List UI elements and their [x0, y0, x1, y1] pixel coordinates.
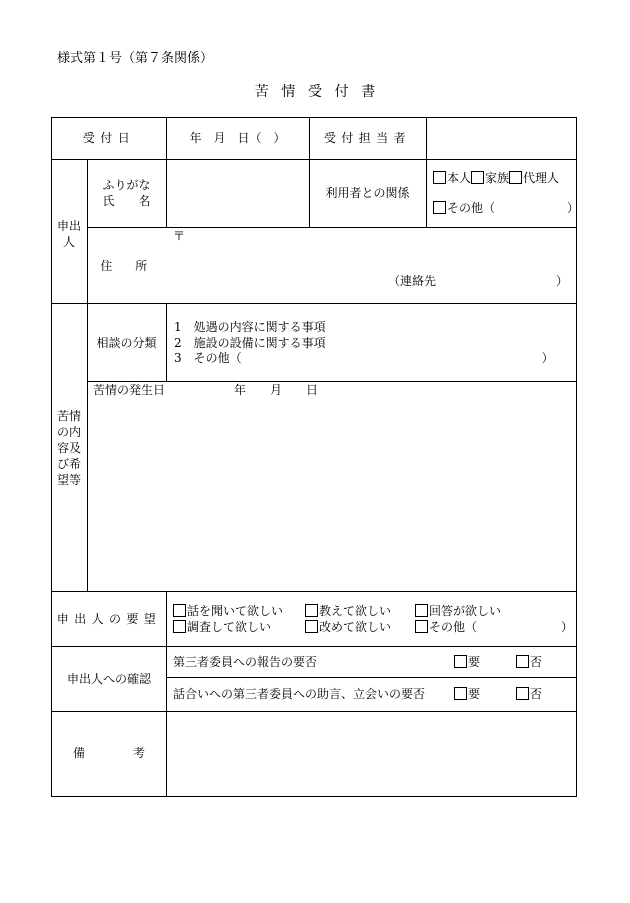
relation-agent-option[interactable]: 代理人 [509, 171, 559, 185]
row-divider [51, 159, 577, 160]
checkbox[interactable] [471, 171, 484, 184]
requests-label: 申出人の要望 [56, 612, 162, 626]
row-divider [51, 303, 577, 304]
checkbox[interactable] [173, 604, 186, 617]
reception-staff-label: 受付担当者 [323, 131, 411, 145]
checkbox[interactable] [305, 620, 318, 633]
table-border-bottom [51, 796, 577, 797]
checkbox[interactable] [454, 687, 467, 700]
row-divider [166, 677, 577, 678]
category-option-1[interactable]: 1 処遇の内容に関する事項 [174, 320, 326, 334]
occurrence-date-label: 苦情の発生日 [93, 383, 166, 397]
reception-staff-field[interactable] [427, 118, 576, 159]
request-listen-option[interactable]: 話を聞いて欲しい [173, 604, 283, 618]
checkbox[interactable] [415, 604, 428, 617]
reception-date-label: 受付日 [82, 131, 136, 145]
request-answer-option[interactable]: 回答が欲しい [415, 604, 501, 618]
confirmation-question-2: 話合いへの第三者委員への助言、立会いの要否 [173, 687, 426, 701]
checkbox[interactable] [454, 655, 467, 668]
checkbox[interactable] [433, 201, 446, 214]
request-improve-option[interactable]: 改めて欲しい [305, 620, 391, 634]
checkbox[interactable] [516, 655, 529, 668]
address-field[interactable] [167, 228, 576, 303]
checkbox[interactable] [433, 171, 446, 184]
furigana-label: ふりがな [102, 178, 151, 192]
confirmation-2-yes[interactable]: 要 [454, 687, 480, 701]
request-investigate-option[interactable]: 調査して欲しい [173, 620, 271, 634]
remarks-label: 備 考 [72, 746, 145, 760]
confirmation-label: 申出人への確認 [66, 672, 151, 686]
occurrence-date-field[interactable]: 年 月 日 [234, 383, 319, 397]
col-divider [166, 303, 167, 381]
document-title: 苦情受付書 [254, 84, 388, 100]
checkbox[interactable] [305, 604, 318, 617]
row-divider [51, 646, 577, 647]
checkbox[interactable] [415, 620, 428, 633]
name-label: 氏 名 [102, 194, 151, 208]
contact-label: （連絡先 ） [388, 274, 569, 288]
reception-date-field[interactable]: 年 月 日（ ） [189, 131, 286, 145]
confirmation-2-no[interactable]: 否 [516, 687, 542, 701]
table-border-left [51, 117, 52, 797]
category-label: 相談の分類 [96, 336, 157, 350]
confirmation-1-yes[interactable]: 要 [454, 655, 480, 669]
checkbox[interactable] [516, 687, 529, 700]
relation-self-option[interactable]: 本人 [433, 171, 471, 185]
name-field[interactable] [167, 160, 309, 227]
category-option-2[interactable]: 2 施設の設備に関する事項 [174, 336, 326, 350]
confirmation-1-no[interactable]: 否 [516, 655, 542, 669]
table-border-right [576, 117, 577, 797]
confirmation-question-1: 第三者委員への報告の要否 [173, 655, 318, 669]
row-divider [51, 591, 577, 592]
address-label: 住 所 [100, 259, 153, 273]
request-teach-option[interactable]: 教えて欲しい [305, 604, 391, 618]
checkbox[interactable] [509, 171, 522, 184]
row-divider [87, 381, 577, 382]
postal-mark: 〒 [173, 229, 186, 243]
relation-family-option[interactable]: 家族 [471, 171, 509, 185]
category-option-3[interactable]: 3 その他（ ） [174, 351, 554, 365]
complaint-section-label: 苦情 の内 容及 び希 望等 [56, 409, 81, 487]
relation-other-option[interactable]: その他（ ） [433, 201, 579, 215]
request-other-option[interactable]: その他（ ） [415, 620, 573, 634]
relation-label: 利用者との関係 [325, 186, 410, 200]
checkbox[interactable] [173, 620, 186, 633]
applicant-section-label: 申出人 [56, 219, 81, 249]
remarks-field[interactable] [167, 712, 576, 796]
form-number: 様式第１号（第７条関係） [57, 51, 214, 66]
complaint-detail-area[interactable] [88, 400, 576, 590]
